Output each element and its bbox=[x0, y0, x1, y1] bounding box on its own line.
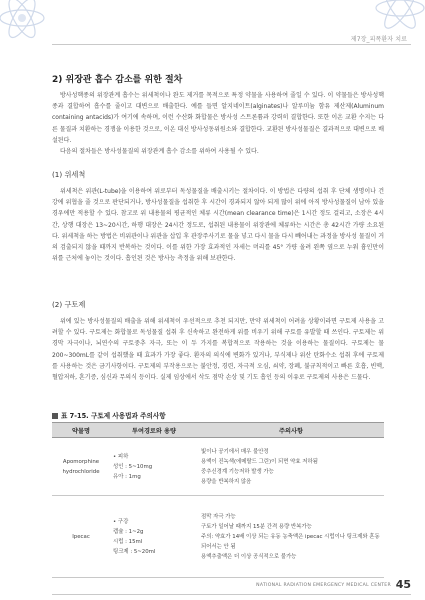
footer-divider bbox=[52, 594, 411, 595]
table-caption-text: 표 7-15. 구토제 사용법과 주의사항 bbox=[61, 412, 166, 420]
column-header: 투여경로와 용량 bbox=[110, 423, 198, 438]
table-header-row bbox=[52, 423, 384, 438]
column-header: 약물명 bbox=[52, 423, 110, 438]
intro-paragraph: 방사성핵종의 위장관계 흡수는 위세척이나 완도 제거를 목적으로 특정 약물을 사용하여 줄일 수 있다. 이 약물들은 방사성핵종과 결합하여 흡수를 줄이고 대변으로 배출한다. 예를 들면 알지네이트(alginates)나 알루미늄 함유 제산제(Aluminum containing antacids)가 여기에 속하며, 이런 수산화 화합물은 방사성 스트론튬과 강력히 결합한다. 또한 이온 교환 수지는 다른 물질과 치환하는 경쟁을 이용한 것으로, 이온 대신 방사성동위원소와 결합한다. 교환된 방사성물질은 결과적으로 대변으로 배설된다. bbox=[52, 92, 384, 144]
square-bullet-icon bbox=[52, 413, 58, 419]
caution: 점막 자극 가능 구토가 일어날 때까지 15분 간격 용량 반복가능 주의: 약효가 14배 이상 되는 유동 농축액은 ipecac 시럽이나 팅크제와 혼동되어서는 안 됨 용액추출액은 더 이상 공식적으로 불가능 bbox=[198, 496, 384, 578]
column-header: 주의사항 bbox=[198, 423, 384, 438]
table-row bbox=[52, 438, 384, 496]
emetic-table bbox=[52, 422, 384, 578]
atom-decoration-icon bbox=[0, 0, 70, 60]
subsection-title: (2) 구토제 bbox=[52, 300, 86, 309]
table-row bbox=[52, 496, 384, 578]
page-number: 45 bbox=[395, 578, 411, 591]
dose-route: • 구강 캡슐 : 1~2g 시럽 : 15ml 팅크제 : 5~20ml bbox=[110, 496, 198, 578]
drug-name: Apomorphine hydrochloride bbox=[52, 438, 110, 496]
footer-organization: NATIONAL RADIATION EMERGENCY MEDICAL CENTER bbox=[256, 583, 391, 588]
subsection-text: 위에 있는 방사성물질의 배출을 위해 위세척이 우선적으로 추천 되지만, 만약 위세척이 어려울 상황이라면 구토제 사용을 고려할 수 있다. 구토제는 화합물로 독성물질 섭취 후 신속하고 완전하게 위를 비우기 위해 구토를 유발할 때 쓰인다. 구토제는 위 경막 자극이나, 뇌연수의 구토중추 자극, 또는 이 두 가지를 복합적으로 작용하는 것을 이용하는 물질이다. 구토제는 물 200~300mL를 같이 섭취했을 때 효과가 가장 좋다. 환자의 의식에 변화가 있거나, 부식제나 위산 탄화수소 섭취 후에 구토제를 사용하는 것은 금기사항이다. 구토제의 부작용으로는 불안정, 경련, 자극적 오심, 쇠약, 장폐, 불규칙적이고 빠른 호흡, 빈맥, 혈압저하, 혼기증, 심신과 무의식 등이다. 실제 임상에서 삭도 점막 손상 및 기도 흡인 등의 이유로 구토제의 사용은 드물다. bbox=[52, 318, 384, 382]
dose-route: • 피하 성인 : 5~10mg 유아 : 1mg bbox=[110, 438, 198, 496]
section-title: 2) 위장관 흡수 감소를 위한 절차 bbox=[52, 75, 183, 85]
header-divider bbox=[52, 44, 411, 45]
subsection-emetics bbox=[52, 300, 384, 383]
caution: 빛이나 공기에서 매우 불안정 용액이 진녹색(에메랄드 그린)이 되면 약효 저하됨 중추신경계 기능저하 발생 가능 용량을 반복하지 않음 bbox=[198, 438, 384, 496]
chapter-header: 제7장_피폭환자 치료 bbox=[350, 36, 407, 43]
drug-name: Ipecac bbox=[52, 496, 110, 578]
intro-paragraph: 다음의 절차들은 방사성물질의 위장관계 흡수 감소를 위하여 사용될 수 있다. bbox=[60, 148, 259, 156]
subsection-text: 위세척은 위관(L-tube)을 이용하여 위로부터 독성물질을 배출시키는 절차이다. 이 방법은 다량의 섭취 후 단체 생명이나 건강에 위협을 줄 것으로 판단되거나, 방사성물질을 섭취한 후 시간이 경과되지 않아 되게 많이 위에 아직 방사성물질이 남아 있을 경우에만 적용할 수 있다. 참고로 위 내용물의 평균적인 체류 시간(mean clearance time)은 1시간 정도 걸리고, 소장은 4시간, 상행 대장은 13~20시간, 하행 대장은 24시간 정도로, 섭취된 내용물이 위장관에 체류하는 시간은 총 42시간 가량 소요된다. 위세척을 하는 방법은 비위관이나 위관을 삽입 후 관장주사기로 물을 넣고 다시 물을 다시 빼어내는 과정을 방사성 물질이 거의 검출되지 않을 때까지 반복하는 것이다. 이를 위한 가장 효과적인 자세는 머리를 45° 가량 올려 왼쪽 옆으로 누워 흉인만이 위를 근처에 놓이는 것이다. 흡인된 것은 방사능 측정을 위해 보관한다. bbox=[52, 188, 384, 263]
table-caption bbox=[52, 410, 166, 420]
subsection-gastric-lavage bbox=[52, 170, 384, 264]
intro-block bbox=[52, 90, 384, 157]
subsection-title: (1) 위세척 bbox=[52, 170, 86, 179]
